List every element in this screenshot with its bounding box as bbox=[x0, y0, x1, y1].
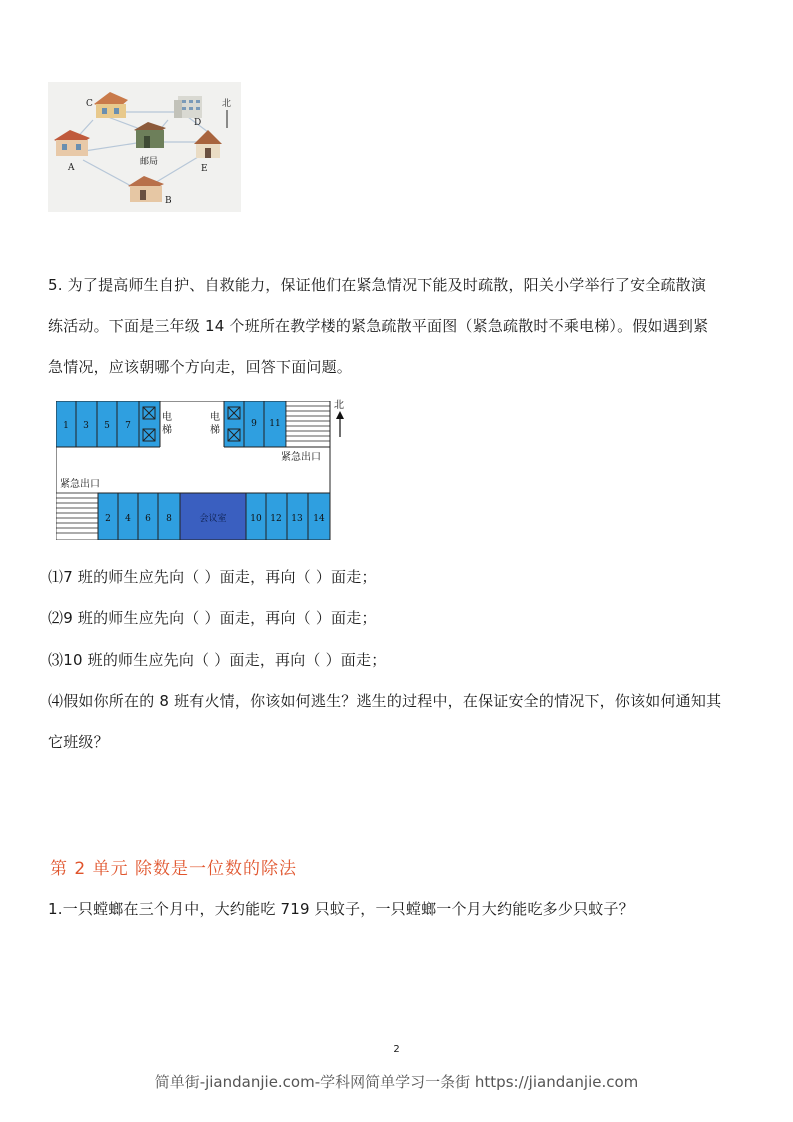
house-b-icon bbox=[128, 176, 164, 202]
post-office-icon bbox=[134, 122, 166, 148]
class-label-6: 6 bbox=[145, 514, 151, 524]
plan-north-label: 北 bbox=[334, 400, 344, 411]
page-number: 2 bbox=[393, 1044, 400, 1055]
class-label-14: 14 bbox=[313, 514, 325, 524]
sub-question-2: ⑵9 班的师生应先向（ ）面走，再向（ ）面走； bbox=[48, 609, 377, 627]
map-label-e: E bbox=[201, 164, 208, 174]
q5-line3: 急情况，应该朝哪个方向走，回答下面问题。 bbox=[48, 358, 353, 376]
class-label-5: 5 bbox=[104, 421, 110, 431]
sub-question-3: ⑶10 班的师生应先向（ ）面走，再向（ ）面走； bbox=[48, 651, 387, 669]
class-label-3: 3 bbox=[83, 421, 89, 431]
class-label-10: 10 bbox=[250, 514, 262, 524]
q5-line2: 练活动。下面是三年级 14 个班所在教学楼的紧急疏散平面图（紧急疏散时不乘电梯）。假如遇到紧 bbox=[48, 317, 709, 335]
map-label-post: 邮局 bbox=[140, 157, 159, 167]
sub-question-4-line2: 它班级？ bbox=[48, 733, 109, 751]
house-a-icon bbox=[54, 130, 90, 156]
meeting-room-label: 会议室 bbox=[199, 514, 227, 524]
house-e-icon bbox=[194, 130, 222, 158]
class-label-13: 13 bbox=[291, 514, 303, 524]
elevator-right-char2: 梯 bbox=[210, 425, 220, 436]
class-label-7: 7 bbox=[125, 421, 131, 431]
elevator-left-char1: 电 bbox=[162, 412, 172, 423]
class-label-4: 4 bbox=[125, 514, 131, 524]
evacuation-plan bbox=[56, 400, 344, 540]
north-arrow-icon bbox=[332, 397, 350, 439]
map-paths bbox=[73, 112, 208, 187]
sub-question-4-line1: ⑷假如你所在的 8 班有火情，你该如何逃生？逃生的过程中，在保证安全的情况下，你该如何通知其 bbox=[48, 692, 722, 710]
stairs-bottom-left bbox=[56, 493, 98, 540]
q5-line1: 5. 为了提高师生自护、自救能力，保证他们在紧急情况下能及时疏散，阳关小学举行了安全疏散演 bbox=[48, 276, 707, 294]
unit-question-1: 1.一只螳螂在三个月中，大约能吃 719 只蚊子，一只螳螂一个月大约能吃多少只蚊子？ bbox=[48, 900, 634, 918]
class-label-2: 2 bbox=[105, 514, 111, 524]
map-illustration bbox=[48, 82, 241, 212]
class-label-12: 12 bbox=[270, 514, 282, 524]
class-label-11: 11 bbox=[269, 419, 281, 429]
map-label-a: A bbox=[68, 163, 75, 173]
floor-plan-svg bbox=[56, 401, 332, 540]
class-label-1: 1 bbox=[63, 421, 69, 431]
map-label-c: C bbox=[86, 99, 93, 109]
class-label-8: 8 bbox=[166, 514, 172, 524]
footer-text: 简单街-jiandanjie.com-学科网简单学习一条街 https://jiandanjie.com bbox=[154, 1073, 639, 1091]
stairs-top-right bbox=[286, 401, 330, 447]
map-svg bbox=[48, 82, 241, 212]
elevator-left-char2: 梯 bbox=[162, 425, 172, 436]
sub-question-1: ⑴7 班的师生应先向（ ）面走，再向（ ）面走； bbox=[48, 568, 377, 586]
building-d-icon bbox=[174, 96, 202, 118]
house-c-icon bbox=[94, 92, 128, 118]
exit-left-label: 紧急出口 bbox=[60, 479, 100, 490]
unit-title: 第 2 单元 除数是一位数的除法 bbox=[50, 859, 298, 879]
elevator-right-char1: 电 bbox=[210, 412, 220, 423]
map-label-d: D bbox=[194, 118, 202, 128]
map-label-b: B bbox=[165, 196, 172, 206]
map-north-label: 北 bbox=[222, 99, 232, 109]
class-label-9: 9 bbox=[251, 419, 257, 429]
exit-top-right-label: 紧急出口 bbox=[281, 452, 321, 463]
